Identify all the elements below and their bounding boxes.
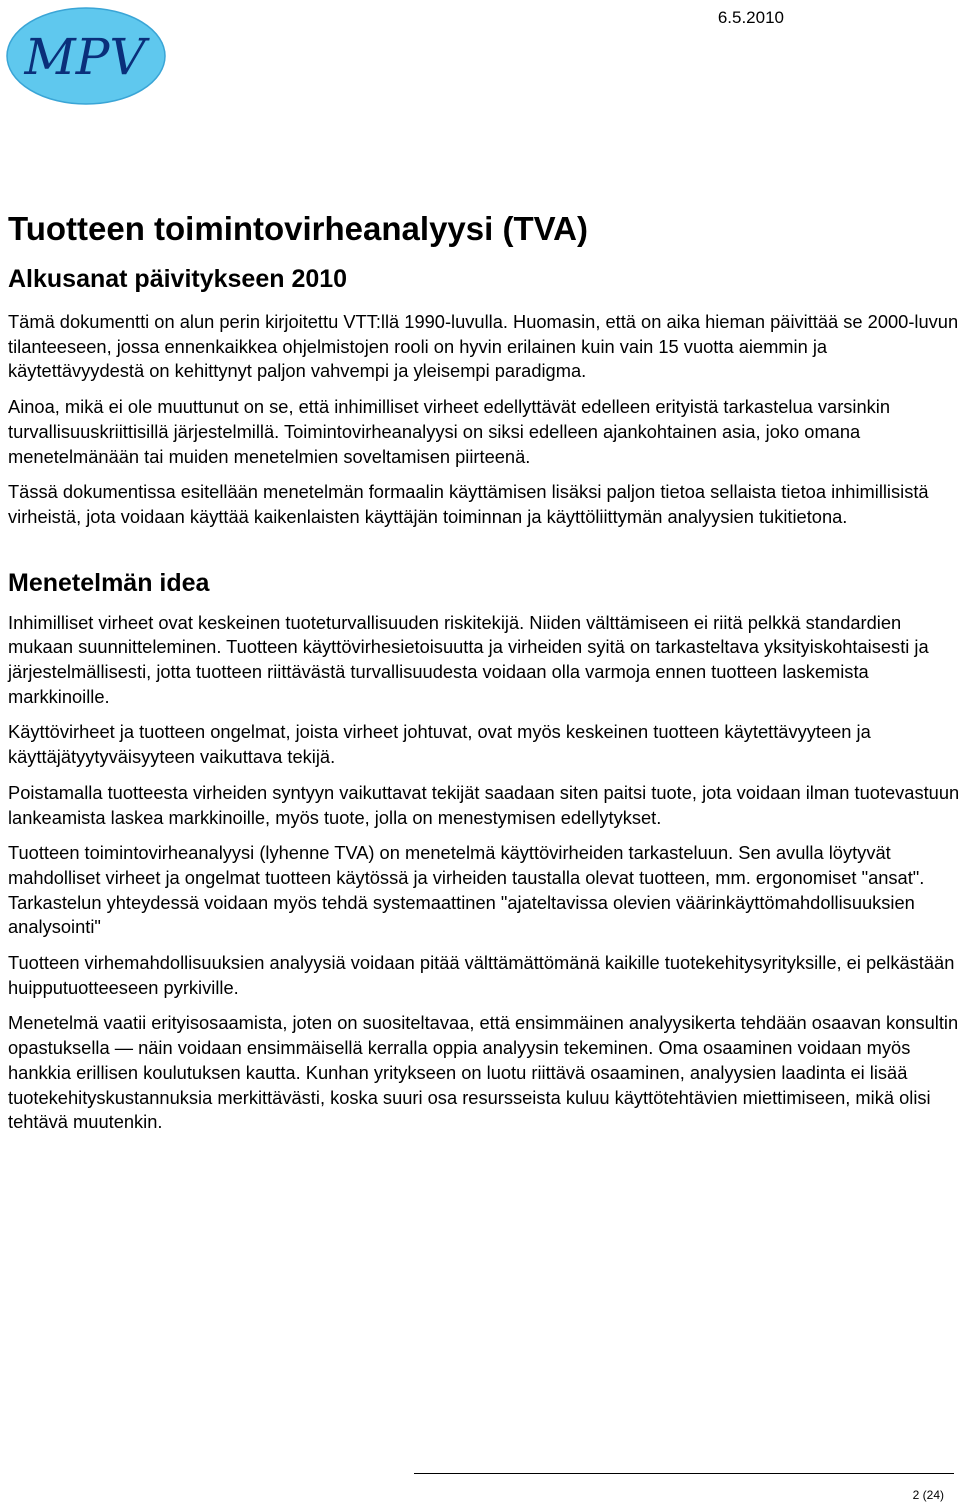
paragraph: Käyttövirheet ja tuotteen ongelmat, joista virheet johtuvat, ovat myös keskeinen tuotteen käytettävyyteen ja käyttäjätyytyväisyyteen vaikuttava tekijä. <box>8 721 871 768</box>
preface-section <box>8 310 960 530</box>
document-body <box>8 208 960 1135</box>
page-title: Tuotteen toimintovirheanalyysi (TVA) <box>8 210 588 247</box>
paragraph: Inhimilliset virheet ovat keskeinen tuoteturvallisuuden riskitekijä. Niiden välttämiseen ei riitä pelkkä standardien mukaan suunnitteleminen. Tuotteen käyttövirhesietoisuutta ja virheiden syitä on tarkasteltava yksityiskohtaisesti ja järjestelmällisesti, jotta tuotteen riittävästä turvallisuudesta voidaan olla varmoja ennen tuotteen laskemista markkinoille. <box>8 611 929 707</box>
section-heading: Menetelmän idea <box>8 568 210 597</box>
header-date: 6.5.2010 <box>717 8 784 27</box>
footer-divider <box>414 1473 954 1474</box>
preface-heading: Alkusanat päivitykseen 2010 <box>8 265 348 293</box>
mpv-logo <box>6 6 168 106</box>
paragraph: Ainoa, mikä ei ole muuttunut on se, että inhimilliset virheet edellyttävät edelleen erityistä tarkastelua varsinkin turvallisuuskriittisillä järjestelmillä. Toimintovirheanalyysi on siksi edelleen ajankohtainen asia, joko omana menetelmänään tai muiden menetelmien soveltamisen piirteenä. <box>8 396 891 467</box>
paragraph: Menetelmä vaatii erityisosaamista, joten on suositeltavaa, että ensimmäinen analyysikerta tehdään osaavan konsultin opastuksella — näin voidaan ensimmäisellä kerralla oppia analyysin tekeminen. Oma osaaminen voidaan myös hankkia erillisen koulutuksen kautta. Kunhan yritykseen on luotu riittävä osaaminen, analyysien laadinta ei lisää tuotekehityskustannuksia merkittävästi, koska suuri osa resursseista kuluu käyttötehtävien miettimiseen, mikä olisi tehtävä muutenkin. <box>8 1012 959 1133</box>
page-number: 2 (24) <box>912 1488 944 1502</box>
logo-text: MPV <box>24 28 146 86</box>
method-section <box>8 611 960 1135</box>
paragraph: Poistamalla tuotteesta virheiden syntyyn vaikuttavat tekijät saadaan siten paitsi tuote, jota voidaan ilman tuotevastuun lankeamista laskea markkinoille, myös tuote, jolla on menestymisen edellytykset. <box>8 781 960 828</box>
paragraph: Tämä dokumentti on alun perin kirjoitettu VTT:llä 1990-luvulla. Huomasin, että on aika hieman päivittää se 2000-luvun tilanteeseen, jossa ennenkaikkea ohjelmistojen rooli on hyvin erilainen kuin vain 15 vuotta aiemmin ja käytettävyydestä on kehittynyt paljon vahvempi ja yleisempi paradigma. <box>8 311 959 382</box>
paragraph: Tuotteen toimintovirheanalyysi (lyhenne TVA) on menetelmä käyttövirheiden tarkasteluun. Sen avulla löytyvät mahdolliset virheet ja ongelmat tuotteen käytössä ja virheiden taustalla olevat tuotteen, mm. ergonomiset "ansat". Tarkastelun yhteydessä voidaan myös tehdä systemaattinen "ajateltavissa olevien väärinkäyttömahdollisuuksien analysointi" <box>8 842 925 938</box>
paragraph: Tuotteen virhemahdollisuuksien analyysiä voidaan pitää välttämättömänä kaikille tuotekehitysyrityksille, ei pelkästään huipputuotteeseen pyrkiville. <box>8 952 955 998</box>
paragraph: Tässä dokumentissa esitellään menetelmän formaalin käyttämisen lisäksi paljon tietoa sellaista tietoa inhimillisistä virheistä, jota voidaan käyttää kaikenlaisten käyttäjän toiminnan ja käyttöliittymän analyysien tukitietona. <box>8 481 929 527</box>
